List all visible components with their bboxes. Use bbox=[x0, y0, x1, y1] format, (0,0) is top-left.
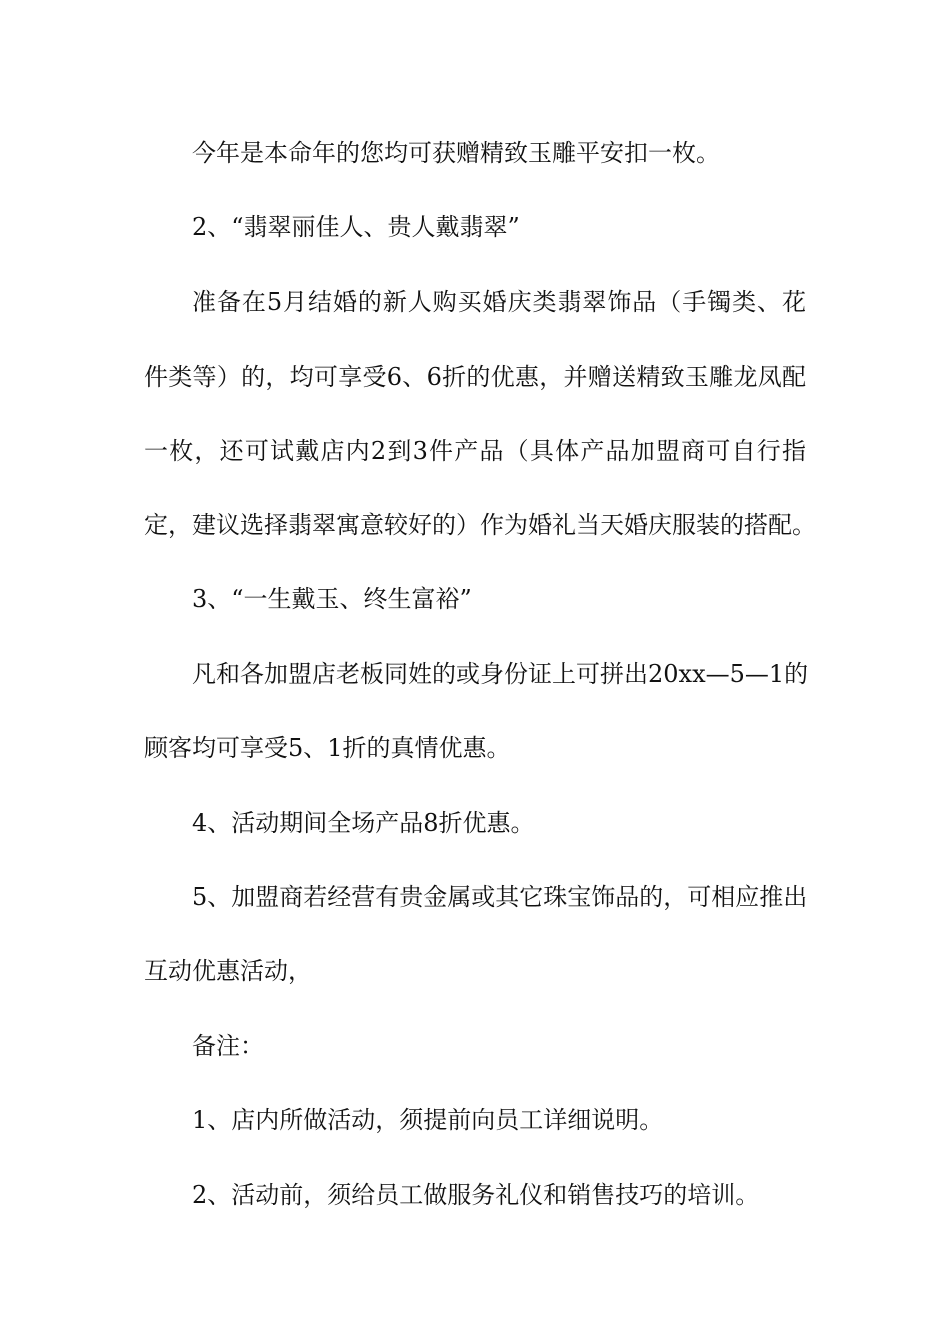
paragraph-line: 4、活动期间全场产品8折优惠。 bbox=[192, 809, 535, 837]
notes-heading: 备注： bbox=[192, 1032, 264, 1060]
note-item: 1、店内所做活动，须提前向员工详细说明。 bbox=[192, 1106, 664, 1134]
note-item: 2、活动前，须给员工做服务礼仪和销售技巧的培训。 bbox=[192, 1181, 760, 1209]
paragraph-line: 件类等）的，均可享受6、6折的优惠，并赠送精致玉雕龙凤配 bbox=[144, 363, 806, 391]
paragraph-line: 凡和各加盟店老板同姓的或身份证上可拼出20xx—5—1的 bbox=[192, 660, 809, 688]
paragraph-line: 定，建议选择翡翠寓意较好的）作为婚礼当天婚庆服装的搭配。 bbox=[144, 511, 816, 539]
paragraph-line: 准备在5月结婚的新人购买婚庆类翡翠饰品（手镯类、花 bbox=[192, 288, 806, 316]
paragraph-line: 一枚，还可试戴店内2到3件产品（具体产品加盟商可自行指 bbox=[144, 437, 806, 465]
paragraph-line: 5、加盟商若经营有贵金属或其它珠宝饰品的，可相应推出 bbox=[192, 883, 808, 911]
section-heading: 2、“翡翠丽佳人、贵人戴翡翠” bbox=[192, 213, 520, 241]
paragraph-line: 顾客均可享受5、1折的真情优惠。 bbox=[144, 734, 511, 762]
paragraph-line: 互动优惠活动， bbox=[144, 957, 312, 985]
paragraph-line: 今年是本命年的您均可获赠精致玉雕平安扣一枚。 bbox=[192, 139, 720, 167]
section-heading: 3、“一生戴玉、终生富裕” bbox=[192, 585, 472, 613]
